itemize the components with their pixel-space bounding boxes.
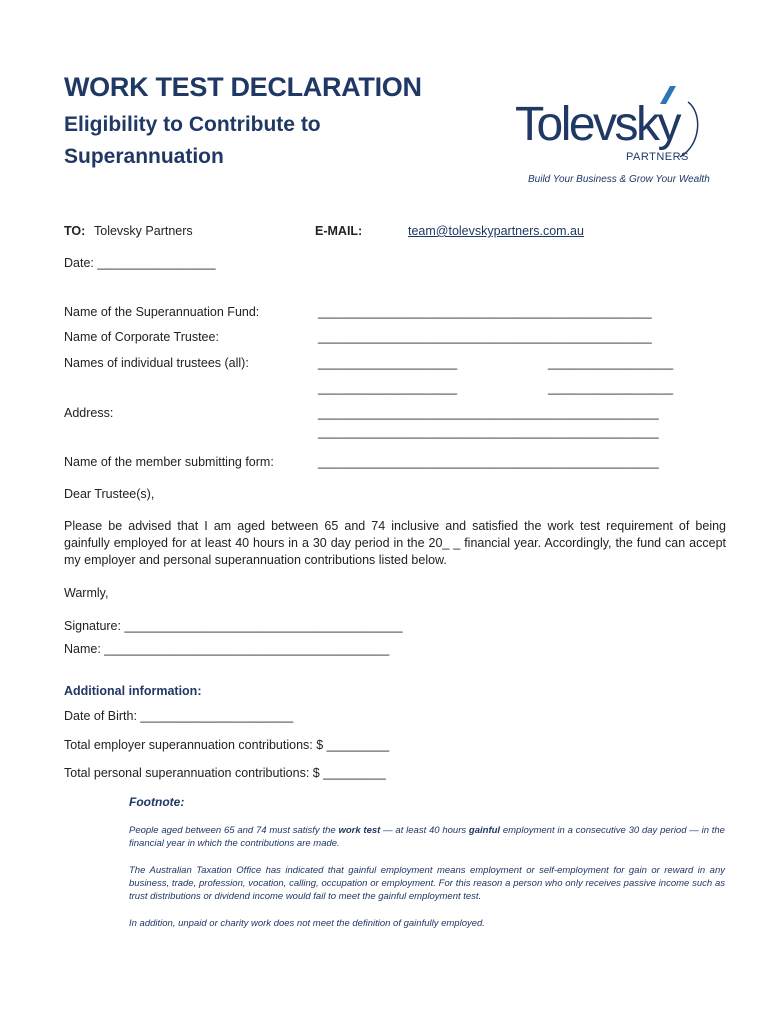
- member-name-blank[interactable]: _________________________________________________: [318, 455, 659, 469]
- member-name-label: Name of the member submitting form:: [64, 455, 274, 469]
- address-label: Address:: [64, 406, 114, 420]
- footnote-title: Footnote:: [129, 795, 185, 809]
- corporate-trustee-blank[interactable]: ________________________________________________: [318, 330, 652, 344]
- additional-info-heading: Additional information:: [64, 684, 202, 698]
- email-link[interactable]: team@tolevskypartners.com.au: [408, 224, 584, 238]
- tolevsky-logo: [510, 82, 710, 188]
- document-subtitle-line-2: Superannuation: [64, 145, 224, 168]
- greeting: Dear Trustee(s),: [64, 487, 155, 501]
- address-blank-1[interactable]: _________________________________________________: [318, 406, 659, 420]
- closing: Warmly,: [64, 586, 109, 600]
- to-label: TO:: [64, 224, 86, 238]
- footnote-paragraph-1: [129, 824, 725, 850]
- footnote-gainful-bold: gainful: [468, 825, 501, 836]
- date-of-birth-field[interactable]: Date of Birth: ______________________: [64, 709, 294, 723]
- footnote-paragraph-3: In addition, unpaid or charity work does not meet the definition of gainfully employed.: [129, 918, 485, 929]
- employer-contributions-field[interactable]: Total employer superannuation contributions: $ _________: [64, 738, 390, 752]
- logo-tagline: Build Your Business & Grow Your Wealth: [528, 174, 710, 185]
- logo-graphic: [510, 82, 710, 188]
- footnote-paragraph-2: The Australian Taxation Office has indicated that gainful employment means employment or self-employment for gain or reward in any business, trade, profession, vocation, calling, occupation or employment. For this reason a person who only receives passive income such as trust distributions or dividend income would fail to meet the gainful employment test.: [129, 865, 725, 902]
- logo-brand-text: Tolevsky: [515, 98, 680, 151]
- individual-trustee-blank-1[interactable]: ____________________: [318, 356, 458, 370]
- individual-trustee-blank-4[interactable]: __________________: [548, 381, 674, 395]
- footnote-p1-text-c: — at least 40 hours: [380, 825, 469, 836]
- date-field[interactable]: Date: _________________: [64, 256, 216, 270]
- fund-name-blank[interactable]: ________________________________________________: [318, 305, 652, 319]
- corporate-trustee-label: Name of Corporate Trustee:: [64, 330, 219, 344]
- logo-swoosh: [680, 102, 698, 157]
- individual-trustee-blank-2[interactable]: __________________: [548, 356, 674, 370]
- individual-trustee-blank-3[interactable]: ____________________: [318, 381, 458, 395]
- to-value: Tolevsky Partners: [94, 224, 193, 238]
- footnote-p1-text-e: employment in a consecutive 30 day period — in the financial year in which the contributions are made.: [129, 825, 725, 849]
- fund-name-label: Name of the Superannuation Fund:: [64, 305, 260, 319]
- email-label: E-MAIL:: [315, 224, 363, 238]
- footnote-p1-text-a: People aged between 65 and 74 must satisfy the: [129, 825, 339, 836]
- document-title: WORK TEST DECLARATION: [64, 72, 422, 102]
- individual-trustees-label: Names of individual trustees (all):: [64, 356, 249, 370]
- personal-contributions-field[interactable]: Total personal superannuation contributions: $ _________: [64, 766, 386, 780]
- address-blank-2[interactable]: _________________________________________________: [318, 425, 659, 439]
- footnote-work-test-bold: work test: [338, 825, 381, 836]
- declaration-paragraph: Please be advised that I am aged between 65 and 74 inclusive and satisfied the work test requirement of being gainfully employed for at least 40 hours in a 30 day period in the 20_ _ financial year. Accordingly, the fund can accept my employer and personal superannuation contributions listed below.: [64, 519, 726, 567]
- signature-field[interactable]: Signature: ________________________________________: [64, 619, 403, 633]
- name-field[interactable]: Name: _________________________________________: [64, 642, 390, 656]
- document-subtitle-line-1: Eligibility to Contribute to: [64, 113, 321, 136]
- logo-sub-text: PARTNERS: [626, 151, 689, 163]
